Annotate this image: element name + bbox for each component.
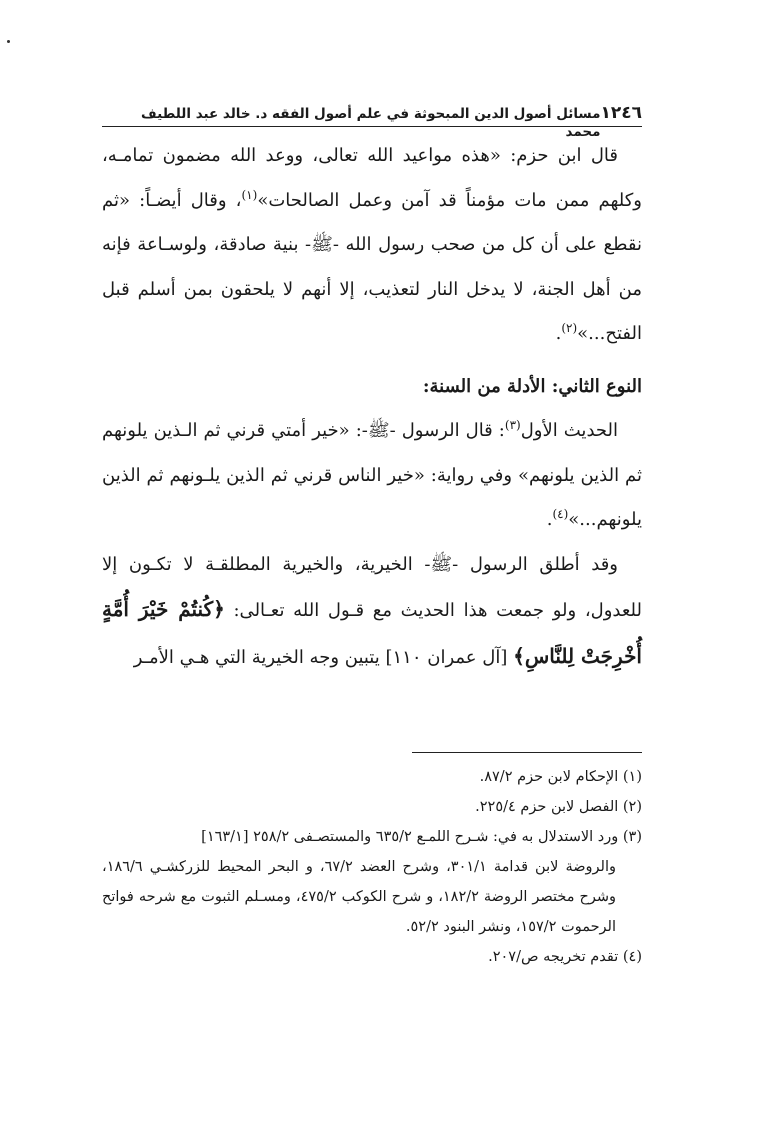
footnotes <box>102 762 642 972</box>
footnote-ref-3: (٣) <box>504 418 521 432</box>
footnote-1: (١) الإحكام لابن حزم ٨٧/٢. <box>479 769 642 785</box>
footnote-separator <box>412 752 642 753</box>
footnote-2: (٢) الفصل لابن حزم ٢٢٥/٤. <box>475 799 642 815</box>
footnote-ref-2: (٢) <box>561 321 578 335</box>
footnote-ref-1: (١) <box>241 187 258 202</box>
page-number: ١٢٤٦ <box>600 103 642 123</box>
footnote-3: (٣) ورد الاستدلال به في: شـرح اللمـع ٦٣٥/٢ والمستصـفى ٢٥٨/٢ [١٦٣/١] <box>201 829 642 845</box>
paragraph-ibn-hazm <box>102 134 642 357</box>
sentence-end: . <box>546 509 553 530</box>
quote-text-2: ، وقال أيضـاً: «ثم نقطع على أن كل من صحب رسول الله -ﷺ- بنية صادقة، ولوسـاعة فإنه من أهل الجنة، لا يدخل النار لتعذيب، إلا أنهم لا يلحقون بمن أسلم قبل الفتح...» <box>102 189 642 344</box>
footnote-ref-4: (٤) <box>552 507 569 521</box>
header-rule <box>102 126 642 127</box>
footnote-4: (٤) تقدم تخريجه ص/٢٠٧. <box>488 949 642 965</box>
paragraph-text-2: [آل عمران ١١٠] يتبين وجه الخيرية التي هـي الأمـر <box>133 646 514 668</box>
footnote-3-continued: والروضة لابن قدامة ٣٠١/١، وشرح العضد ٦٧/٢، و البحر المحيط للزركشـي ١٨٦/٦، وشرح مختصر الروضة ١٨٢/٢، و شرح الكوكب ٤٧٥/٢، ومسـلم الثبوت مع شرحه فواتح الرحموت ١٥٧/٢، ونشر البنود ٥٢/٢. <box>102 859 617 935</box>
hadith-label: الحديث الأول <box>520 420 618 441</box>
hadith-text: : قال الرسول -ﷺ-: «خير أمتي قرني ثم الـذين يلونهم ثم الذين يلونهم» وفي رواية: «خير الناس قرني ثم الذين يلـونهم ثم الذين يلونهم...» <box>102 420 642 530</box>
paragraph-text: وقد أطلق الرسول -ﷺ- الخيرية، والخيرية المطلقـة لا تكـون إلا للعدول، ولو جمعت هذا الحديث مع قـول الله تعـالى: <box>102 553 642 621</box>
sentence-end: . <box>555 323 562 344</box>
paragraph-hadith-1 <box>102 409 642 543</box>
quran-verse: ﴿كُنتُمْ خَيْرَ أُمَّةٍ أُخْرِجَتْ لِلنَّاسِ﴾ <box>102 597 642 668</box>
running-title: مسائل أصول الدين المبحوثة في علم أصول الفقه د. خالد عبد اللطيف محمد <box>141 106 601 140</box>
paragraph-khayriyya <box>102 543 642 681</box>
section-heading: النوع الثاني: الأدلة من السنة: <box>422 375 642 397</box>
main-text <box>102 134 642 680</box>
quote-text: قال ابن حزم: «هذه مواعيد الله تعالى، ووعد الله مضمون تمامـه، وكلهم ممن مات مؤمناً قد آمن وعمل الصالحات» <box>102 145 642 211</box>
